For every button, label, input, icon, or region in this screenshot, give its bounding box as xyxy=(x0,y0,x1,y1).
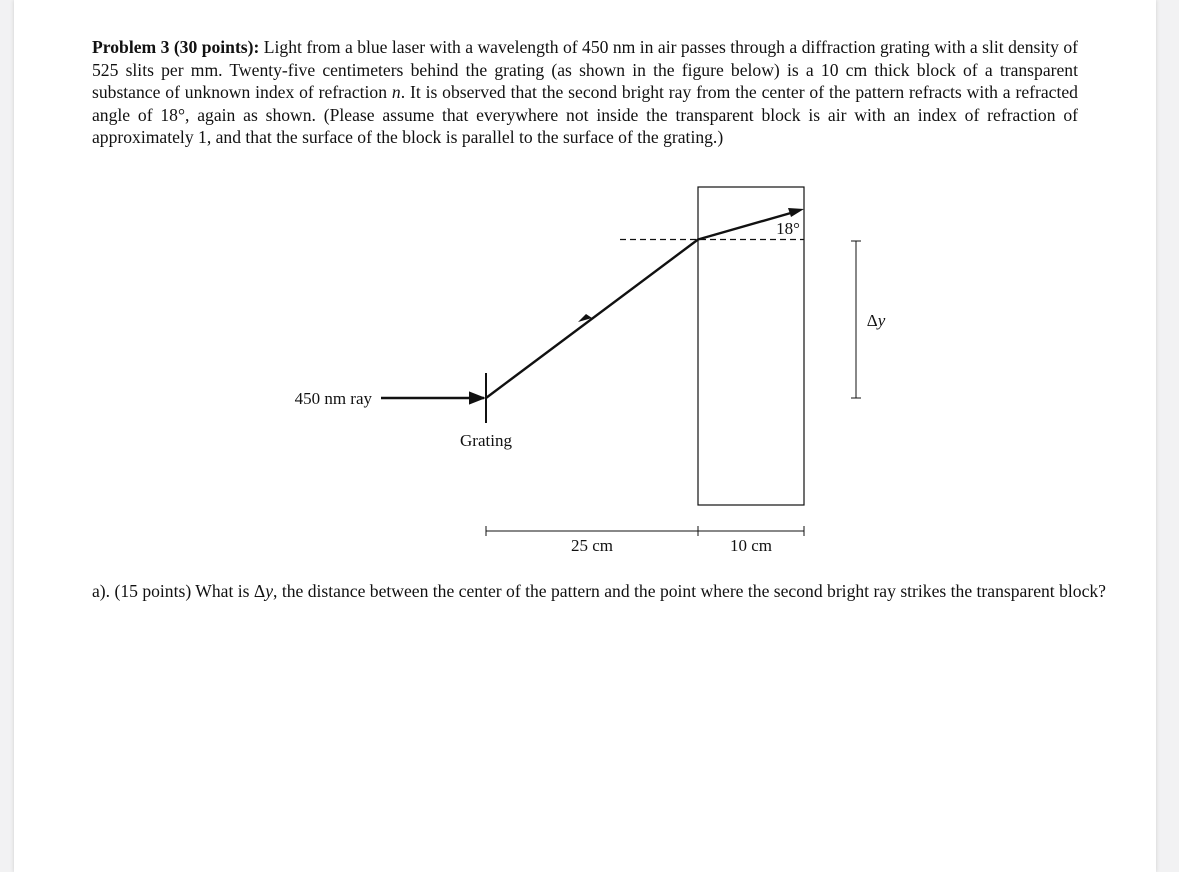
diffraction-figure xyxy=(14,0,1156,580)
block-thickness-label: 10 cm xyxy=(729,536,773,555)
variable-n: n xyxy=(391,82,401,103)
angle-label: 18° xyxy=(776,219,800,238)
problem-text-part-2: . It is observed that the second bright ray from the center of the pattern refracts with a refracted angle of 18°, again as shown. (Please assume that everywhere not inside the transparent block is air with an index of refraction of approximately 1, and that the surface of the block is parallel to the surface of the grating.) xyxy=(92,82,1078,148)
ray-label: 450 nm ray xyxy=(294,389,372,408)
question-a-rest: , the distance between the center of the pattern and the point where the second bright ray strikes the transparent block? xyxy=(273,581,1106,601)
diffracted-ray xyxy=(486,240,698,399)
question-a-variable: y xyxy=(265,581,274,601)
refracted-ray-arrow xyxy=(788,208,804,217)
grating-label: Grating xyxy=(460,431,512,450)
question-a-delta: Δ xyxy=(253,581,266,601)
question-a xyxy=(92,580,1108,603)
delta-y-variable: y xyxy=(877,311,886,330)
question-a-prefix: a). (15 points) What is xyxy=(92,581,254,601)
problem-heading: Problem 3 (30 points): xyxy=(92,37,260,57)
problem-text-part-1: Light from a blue laser with a wavelength of 450 nm in air passes through a diffraction grating with a slit density of 525 slits per mm. Twenty-five centimeters behind the grating (as shown in the figure below) is a 10 cm thick block of a transparent substance of unknown index of refraction xyxy=(92,37,1078,103)
delta-y-label xyxy=(867,311,886,330)
distance-grating-block-label: 25 cm xyxy=(570,536,614,555)
document-page xyxy=(14,0,1156,872)
delta-symbol: Δ xyxy=(866,311,878,330)
